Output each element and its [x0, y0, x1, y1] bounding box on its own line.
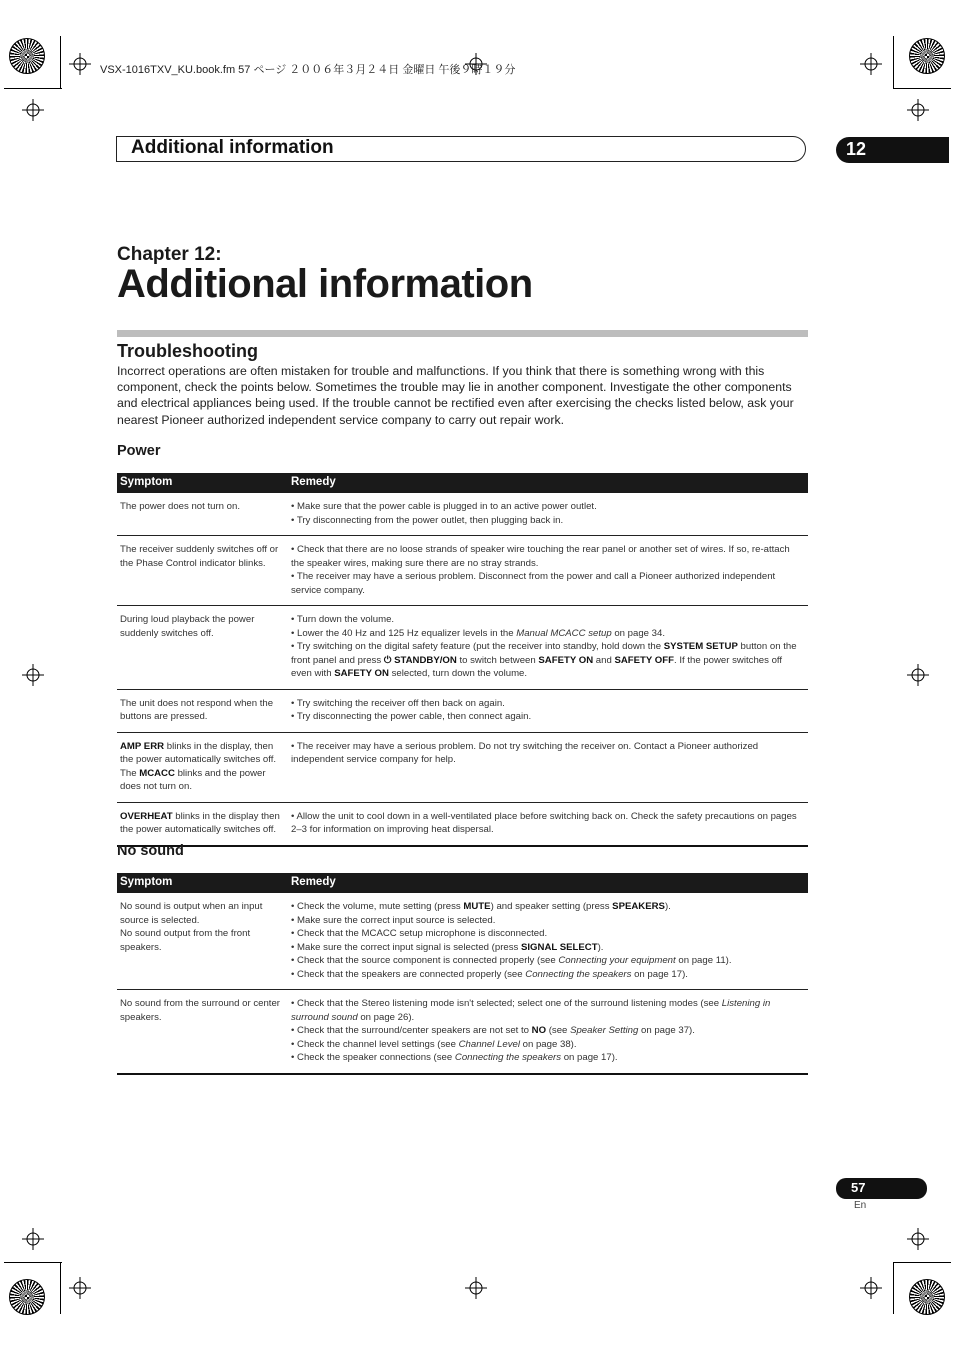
remedy-item: • Try disconnecting the power cable, then connect again. — [291, 711, 532, 722]
chapter-number-tab — [836, 137, 949, 163]
remedy-cell — [288, 990, 808, 1074]
intro-paragraph: Incorrect operations are often mistaken for trouble and malfunctions. If you think that there is something wrong with this component, check the points below. Sometimes the trouble may lie in another component. Investigate the other components and electrical appliances being used. If the trouble cannot be rectified even after exercising the checks listed below, ask your nearest Pioneer authorized independent service company to carry out repair work. — [117, 364, 794, 427]
remedy-cell — [288, 606, 808, 690]
remedy-cell — [288, 802, 808, 846]
symptom-cell: AMP ERR blinks in the display, then the power automatically switches off. The MCACC blinks and the power does not turn on. — [117, 732, 288, 802]
power-heading: Power — [117, 443, 161, 459]
symptom-cell: The power does not turn on. — [117, 493, 288, 536]
remedy-item: • The receiver may have a serious problem. Do not try switching the receiver on. Contact a Pioneer authorized independent service company for help. — [291, 740, 759, 765]
section-divider — [117, 330, 808, 337]
no-sound-heading: No sound — [117, 843, 184, 859]
table-row — [117, 732, 808, 802]
no-sound-table — [117, 873, 808, 1075]
remedy-item: • Check that there are no loose strands of speaker wire touching the rear panel or another set of wires. If so, re-attach the speaker wires, making sure there are no stray strands. — [291, 544, 790, 569]
remedy-item: • Check that the speakers are connected properly (see Connecting the speakers on page 17). — [291, 968, 688, 980]
registration-rosette-icon — [909, 1279, 945, 1315]
crosshair-icon — [465, 1277, 487, 1299]
table-row — [117, 893, 808, 990]
registration-rosette-icon — [909, 38, 945, 74]
table-header-row — [117, 473, 808, 493]
language-code: En — [854, 1200, 867, 1211]
chapter-label: Chapter 12: — [117, 244, 222, 265]
remedy-item: • Check the channel level settings (see Channel Level on page 38). — [291, 1038, 577, 1050]
remedy-item: • Check that the source component is connected properly (see Connecting your equipment on page 11). — [291, 955, 732, 966]
crosshair-icon — [69, 1277, 91, 1299]
page-number-tab — [836, 1178, 927, 1199]
remedy-item: • Check that the MCACC setup microphone is disconnected. — [291, 928, 548, 939]
running-header-title: Additional information — [131, 137, 334, 158]
remedy-column-header: Remedy — [288, 873, 808, 893]
page-title: Additional information — [117, 262, 533, 306]
symptom-cell: During loud playback the power suddenly switches off. — [117, 606, 288, 690]
symptom-column-header: Symptom — [117, 873, 288, 893]
remedy-item: • Allow the unit to cool down in a well-ventilated place before switching back on. Check the safety precautions on pages 2–3 for information on improving heat dispersal. — [291, 810, 797, 835]
remedy-item: • Make sure that the power cable is plugged in to an active power outlet. — [291, 501, 597, 512]
registration-rosette-icon — [9, 1279, 45, 1315]
remedy-item: • Check the speaker connections (see Connecting the speakers on page 17). — [291, 1052, 618, 1063]
remedy-item: • Try disconnecting from the power outlet, then plugging back in. — [291, 514, 564, 526]
remedy-cell — [288, 536, 808, 606]
remedy-column-header: Remedy — [288, 473, 808, 493]
remedy-cell — [288, 493, 808, 536]
table-row — [117, 493, 808, 536]
symptom-cell: The receiver suddenly switches off or the Phase Control indicator blinks. — [117, 536, 288, 606]
table-row — [117, 606, 808, 690]
crosshair-icon — [907, 664, 929, 686]
crosshair-icon — [22, 664, 44, 686]
remedy-item: • Try switching on the digital safety feature (put the receiver into standby, hold down the SYSTEM SETUP button on the front panel and press ⏻ STANDBY/ON to switch between SAFETY ON and SAFETY OFF. If the power switches off even with SAFETY ON selected, turn down the volume. — [291, 641, 797, 679]
remedy-item: • Turn down the volume. — [291, 614, 395, 625]
symptom-cell: No sound from the surround or center speakers. — [117, 990, 288, 1074]
remedy-item: • Check that the Stereo listening mode isn't selected; select one of the surround listening modes (see Listening in surround sound on page 26). — [291, 998, 771, 1023]
crosshair-icon — [22, 99, 44, 121]
remedy-item: • Check the volume, mute setting (press MUTE) and speaker setting (press SPEAKERS). — [291, 901, 671, 912]
registration-rosette-icon — [9, 38, 45, 74]
symptom-cell: The unit does not respond when the buttons are pressed. — [117, 689, 288, 732]
remedy-cell — [288, 689, 808, 732]
table-header-row — [117, 873, 808, 893]
symptom-cell: No sound is output when an input source is selected. No sound output from the front speakers. — [117, 893, 288, 990]
remedy-item: • Check that the surround/center speakers are not set to NO (see Speaker Setting on page 37). — [291, 1025, 695, 1036]
remedy-item: • Make sure the correct input signal is selected (press SIGNAL SELECT). — [291, 941, 604, 953]
crosshair-icon — [907, 99, 929, 121]
remedy-cell — [288, 732, 808, 802]
remedy-item: • Make sure the correct input source is selected. — [291, 914, 496, 926]
chapter-number: 12 — [846, 139, 867, 159]
remedy-item: • Try switching the receiver off then back on again. — [291, 697, 505, 709]
power-table — [117, 473, 808, 847]
table-row — [117, 990, 808, 1074]
symptom-cell: OVERHEAT blinks in the display then the power automatically switches off. — [117, 802, 288, 846]
section-heading: Troubleshooting — [117, 341, 258, 361]
crosshair-icon — [69, 53, 91, 75]
crosshair-icon — [860, 53, 882, 75]
symptom-column-header: Symptom — [117, 473, 288, 493]
table-row — [117, 536, 808, 606]
file-meta: VSX-1016TXV_KU.book.fm 57 ページ ２００６年３月２４日 金曜日 午後９時１９分 — [100, 64, 516, 76]
remedy-cell — [288, 893, 808, 990]
table-row — [117, 689, 808, 732]
crosshair-icon — [907, 1228, 929, 1250]
crosshair-icon — [22, 1228, 44, 1250]
remedy-item: • Lower the 40 Hz and 125 Hz equalizer levels in the Manual MCACC setup on page 34. — [291, 627, 666, 639]
crosshair-icon — [860, 1277, 882, 1299]
table-row — [117, 802, 808, 846]
remedy-item: • The receiver may have a serious problem. Disconnect from the power and call a Pioneer authorized independent service company. — [291, 571, 776, 596]
page-number: 57 — [851, 1180, 866, 1195]
